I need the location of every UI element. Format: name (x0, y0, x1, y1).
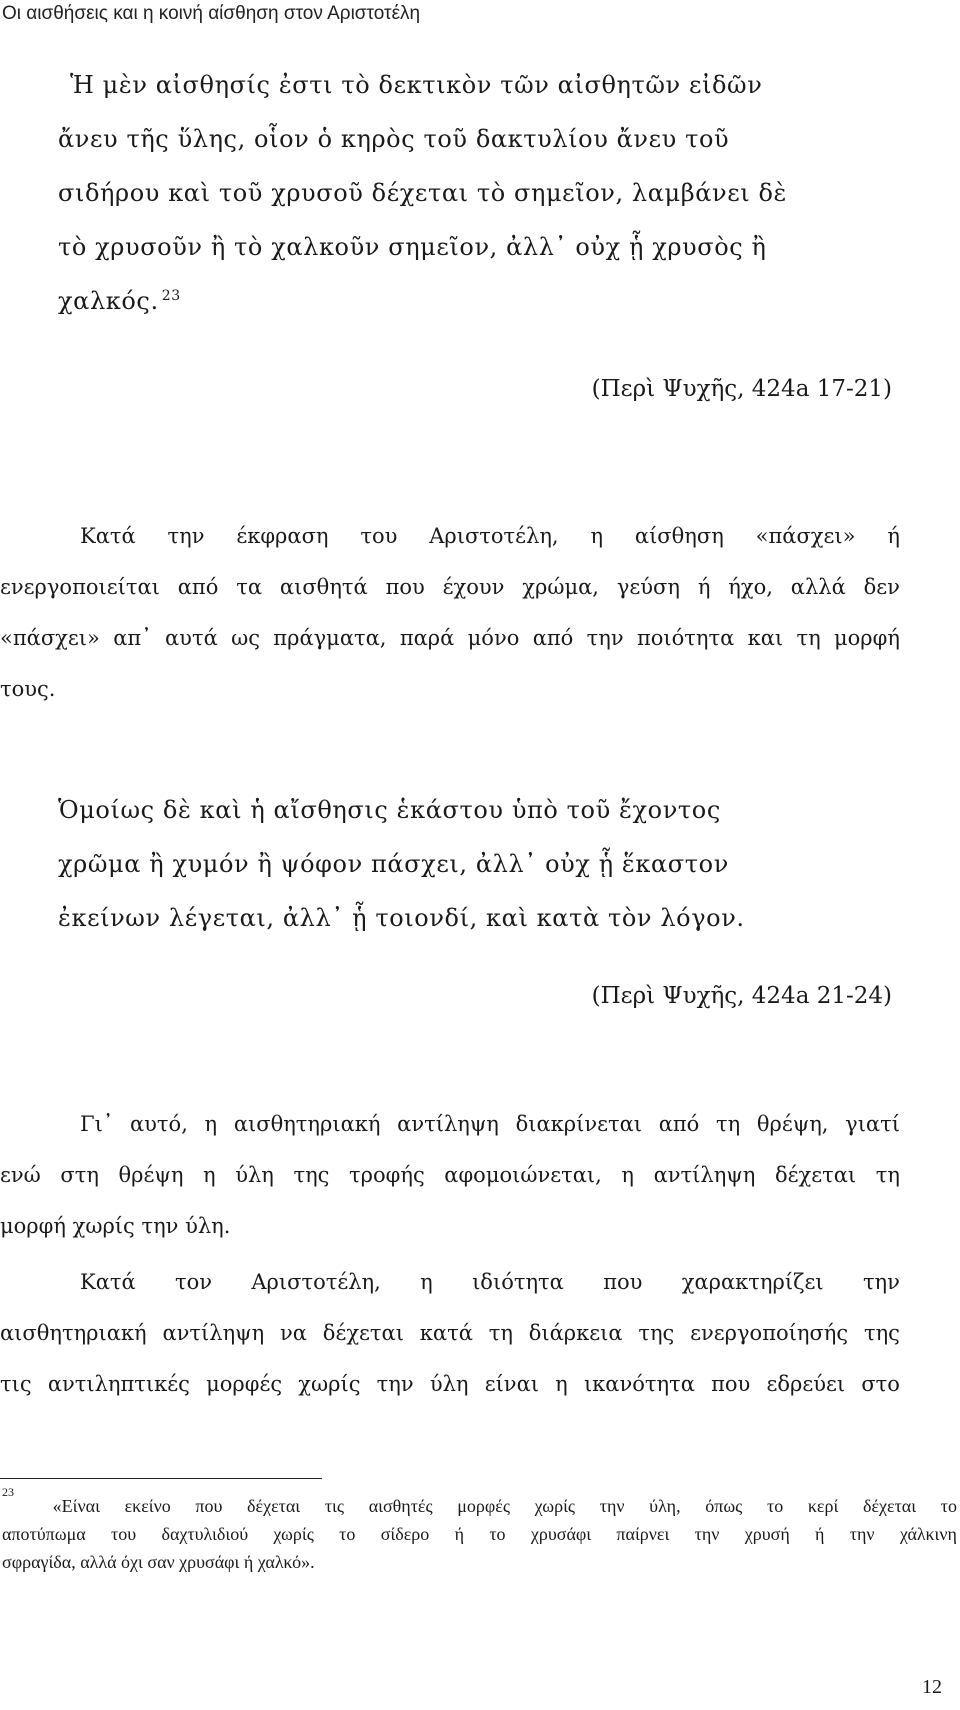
word: ενεργοποίησής (690, 1321, 849, 1345)
paragraph-line (0, 1150, 900, 1201)
word: ενεργοποιείται (0, 575, 160, 599)
word: χωρίς (298, 1372, 361, 1396)
word: που (603, 1270, 643, 1294)
quote-line: χρῶμα ἢ χυμόν ἢ ψόφον πάσχει, ἀλλ᾽ οὐχ ᾗ ἕκαστον (58, 850, 729, 878)
word: μόνο (467, 626, 520, 650)
footnote-line: σφραγίδα, αλλά όχι σαν χρυσάφι ή χαλκό». (2, 1552, 315, 1572)
footnote-divider (0, 1478, 322, 1479)
paragraph-line (0, 613, 900, 664)
word: η (555, 1372, 568, 1396)
word: αλλά (790, 575, 846, 599)
word: ύλη (235, 1163, 274, 1187)
word: που (195, 1496, 223, 1516)
word: διακρίνεται (515, 1112, 643, 1136)
word: την (167, 524, 205, 548)
quote-line: ἄνευ τῆς ὕλης, οἷον ὁ κηρὸς τοῦ δακτυλίου ἄνευ τοῦ (58, 125, 730, 153)
word: πράγματα, (273, 626, 387, 650)
word: διάρκεια (528, 1321, 623, 1345)
paragraph-line (0, 562, 900, 613)
word: «Είναι (52, 1496, 100, 1516)
word: έκφραση (236, 524, 329, 548)
word: αισθητά (279, 575, 368, 599)
word: στο (861, 1372, 900, 1396)
word: τη (875, 1163, 900, 1187)
word: ή (815, 1524, 825, 1544)
word: ικανότητα (583, 1372, 695, 1396)
word: τη (796, 626, 821, 650)
footnote-first-line (2, 1485, 957, 1520)
word: τις (0, 1372, 32, 1396)
paragraph-line: μορφή χωρίς την ύλη. (0, 1214, 231, 1238)
paragraph-line (0, 1308, 900, 1359)
word: ήχο, (728, 575, 773, 599)
word: Αριστοτέλη, (251, 1270, 381, 1294)
word: που (711, 1372, 751, 1396)
word: ύλη (429, 1372, 469, 1396)
word: δέχεται (774, 1163, 857, 1187)
greek-quote-2 (58, 783, 893, 945)
word: την (376, 1372, 414, 1396)
word: της (863, 1321, 900, 1345)
word: την (862, 1270, 900, 1294)
word: το (339, 1524, 356, 1544)
word: η (204, 1112, 218, 1136)
paragraph-line (0, 1257, 900, 1308)
word: ως (231, 626, 260, 650)
quote-line: σιδήρου καὶ τοῦ χρυσοῦ δέχεται τὸ σημεῖον, λαμβάνει δὲ (58, 179, 788, 207)
word: το (940, 1496, 957, 1516)
word: αίσθηση (634, 524, 724, 548)
word: της (293, 1163, 330, 1187)
word: η (621, 1163, 635, 1187)
word: ή (697, 575, 711, 599)
quote-line: τὸ χρυσοῦν ἢ τὸ χαλκοῦν σημεῖον, ἀλλ᾽ οὐχ ᾗ χρυσὸς ἢ (58, 233, 767, 261)
word: η (203, 1163, 216, 1187)
word: παίρνει (616, 1524, 670, 1544)
word: τη (716, 1112, 741, 1136)
word: το (766, 1496, 784, 1516)
word: παρά (399, 626, 455, 650)
word: Κατά (80, 524, 136, 548)
word: κερί (807, 1496, 839, 1516)
word: ποιότητα (636, 626, 735, 650)
quote-line (58, 274, 893, 328)
word: εδρεύει (766, 1372, 846, 1396)
word: τη (488, 1321, 513, 1345)
word: την (586, 626, 624, 650)
word: χωρίς (534, 1496, 576, 1516)
paragraph-line (0, 1359, 900, 1410)
word: να (280, 1321, 307, 1345)
word: Αριστοτέλη, (429, 524, 559, 548)
word: από (532, 626, 574, 650)
quote-line: Ὁμοίως δὲ καὶ ἡ αἴσθησις ἑκάστου ὑπὸ τοῦ ἔχοντος (58, 796, 721, 824)
word: θρέψη (118, 1163, 184, 1187)
word: τις (324, 1496, 345, 1516)
paragraph-line: τους. (0, 677, 56, 701)
footnote (2, 1485, 957, 1576)
word: χάλκινη (899, 1524, 957, 1544)
word: γεύση (616, 575, 680, 599)
word: αισθητηριακή (233, 1112, 381, 1136)
word: ενώ (0, 1163, 41, 1187)
paragraph-line (0, 511, 900, 562)
footnote-line (2, 1485, 957, 1520)
word: απ᾽ (113, 626, 152, 650)
word: χρυσάφι (530, 1524, 592, 1544)
word: δέχεται (322, 1321, 404, 1345)
word: από (658, 1112, 700, 1136)
word: αντίληψη (653, 1163, 756, 1187)
word: η (420, 1270, 433, 1294)
quote-line-text: χαλκός. (58, 287, 159, 315)
footnote-reference[interactable]: 23 (161, 288, 181, 304)
word: κατά (419, 1321, 473, 1345)
word: της (638, 1321, 675, 1345)
word: γιατί (845, 1112, 900, 1136)
quote-line: Ἡ μὲν αἰσθησίς ἐστι τὸ δεκτικὸν τῶν αἰσθητῶν εἰδῶν (70, 71, 763, 99)
word: δέχεται (247, 1496, 301, 1516)
word: αντίληψη (162, 1321, 265, 1345)
word: είναι (484, 1372, 539, 1396)
word: δεν (863, 575, 900, 599)
running-header: Οι αισθήσεις και η κοινή αίσθηση στον Αριστοτέλη (2, 3, 421, 24)
word: αυτό, (129, 1112, 188, 1136)
footnote-number: 23 (2, 1485, 14, 1499)
word: χωρίς (273, 1524, 314, 1544)
page-number: 12 (922, 1676, 942, 1698)
word: η (590, 524, 604, 548)
word: χρώμα, (522, 575, 599, 599)
word: ή (454, 1524, 464, 1544)
word: αντιληπτικές (47, 1372, 190, 1396)
word: αισθητηριακή (0, 1321, 147, 1345)
paragraph-2 (0, 1099, 900, 1252)
word: μορφή (834, 626, 900, 650)
word: μορφές (206, 1372, 283, 1396)
word: αντίληψη (397, 1112, 499, 1136)
word: τον (175, 1270, 213, 1294)
paragraph-line (0, 1099, 900, 1150)
word: στη (60, 1163, 99, 1187)
word: χρυσή (744, 1524, 790, 1544)
word: χαρακτηρίζει (681, 1270, 824, 1294)
word: όπως (705, 1496, 743, 1516)
word: Γι᾽ (80, 1112, 114, 1136)
citation-2: (Περὶ Ψυχῆς, 424a 21-24) (591, 983, 892, 1009)
word: μορφές (457, 1496, 510, 1516)
word: και (747, 626, 784, 650)
word: ύλη, (649, 1496, 681, 1516)
word: δέχεται (862, 1496, 917, 1516)
word: δαχτυλιδιού (161, 1524, 249, 1544)
word: ή (887, 524, 900, 548)
word: θρέψη, (756, 1112, 829, 1136)
word: την (694, 1524, 720, 1544)
word: την (849, 1524, 875, 1544)
word: αφομοιώνεται, (444, 1163, 602, 1187)
citation-1: (Περὶ Ψυχῆς, 424a 17-21) (591, 376, 892, 402)
word: του (111, 1524, 137, 1544)
quote-line: ἐκείνων λέγεται, ἀλλ᾽ ᾗ τοιονδί, καὶ κατὰ τὸν λόγον. (58, 904, 745, 932)
footnote-line (2, 1520, 957, 1548)
word: αισθητές (368, 1496, 433, 1516)
greek-quote-1 (58, 58, 893, 328)
word: αυτά (165, 626, 218, 650)
word: που (385, 575, 425, 599)
paragraph-3 (0, 1257, 900, 1410)
word: του (360, 524, 398, 548)
word: την (599, 1496, 625, 1516)
word: τροφής (349, 1163, 425, 1187)
word: το (489, 1524, 506, 1544)
word: «πάσχει» (0, 626, 100, 650)
word: εκείνο (124, 1496, 171, 1516)
paragraph-1 (0, 511, 900, 715)
word: ιδιότητα (472, 1270, 564, 1294)
word: αποτύπωμα (2, 1524, 86, 1544)
word: «πάσχει» (755, 524, 856, 548)
word: σίδερο (380, 1524, 430, 1544)
word: έχουν (442, 575, 505, 599)
word: Κατά (80, 1270, 136, 1294)
word: από (177, 575, 219, 599)
word: τα (236, 575, 263, 599)
